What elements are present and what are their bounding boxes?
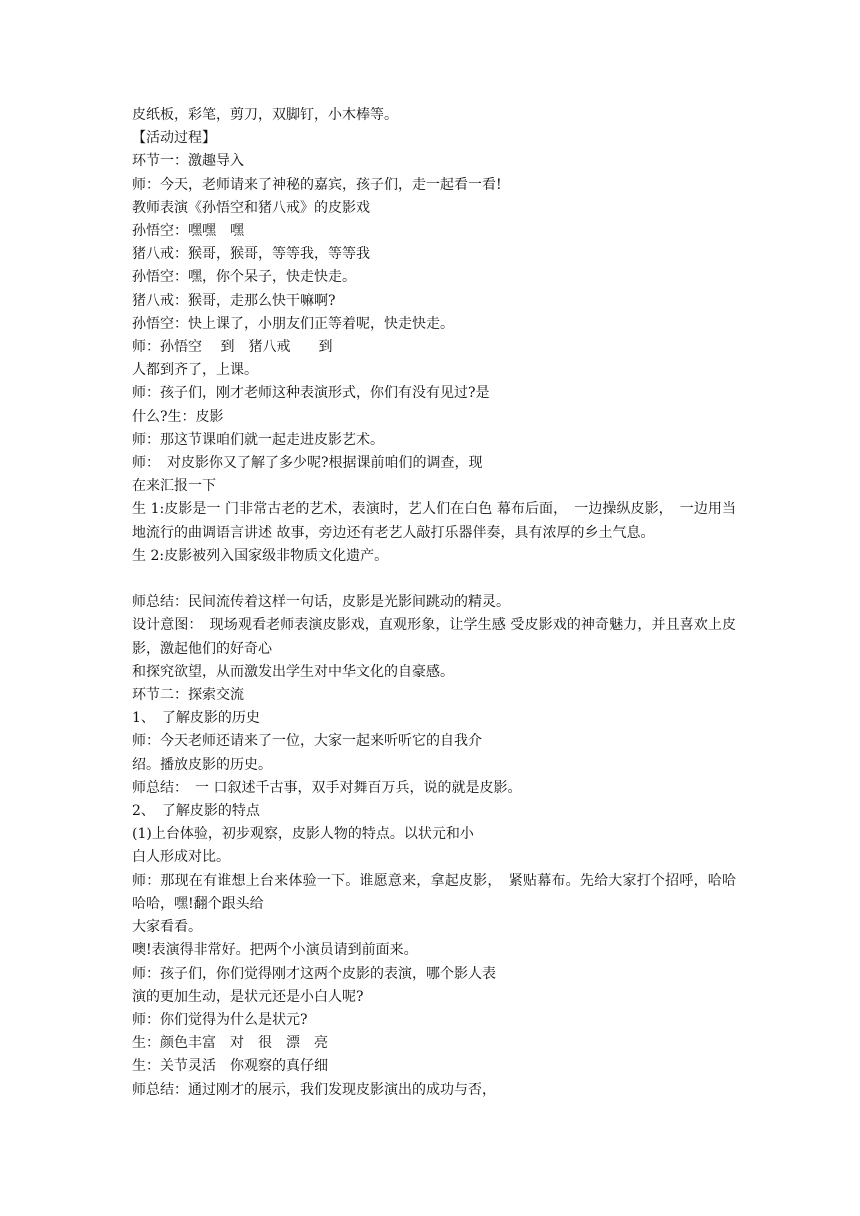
section-heading: 环节一：激趣导入	[132, 153, 244, 170]
text-line: 大家看看。	[132, 919, 202, 936]
text-line: 师：今天，老师请来了神秘的嘉宾，孩子们，走一起看一看!	[132, 176, 502, 193]
document-body	[132, 104, 736, 1102]
text-line: 孙悟空：嘿嘿 嘿	[132, 223, 244, 240]
text-line: 师： 对皮影你又了解了多少呢?根据课前咱们的调查，现	[132, 455, 483, 472]
text-line: 师：孩子们，刚才老师这种表演形式，你们有没有见过?是	[132, 385, 490, 402]
text-line: 师：那这节课咱们就一起走进皮影艺术。	[132, 431, 384, 448]
text-line: 师：孩子们，你们觉得刚才这两个皮影的表演，哪个影人表	[132, 965, 496, 982]
text-line: 师：你们觉得为什么是状元?	[132, 1011, 308, 1028]
text-line: 在来汇报一下	[132, 478, 216, 495]
text-line: 师：今天老师还请来了一位，大家一起来听听它的自我介	[132, 733, 482, 750]
text-line: 噢!表演得非常好。把两个小演员请到前面来。	[132, 942, 418, 959]
blank-line	[132, 568, 736, 591]
text-line: 师总结：民间流传着这样一句话，皮影是光影间跳动的精灵。	[132, 594, 510, 611]
text-line: (1)上台体验，初步观察，皮影人物的特点。以状元和小	[132, 826, 474, 843]
text-line: 和探究欲望，从而激发出学生对中华文化的自豪感。	[132, 663, 454, 680]
text-line: 皮纸板，彩笔，剪刀，双脚钉，小木棒等。	[132, 107, 398, 123]
text-line: 绍。播放皮影的历史。	[132, 756, 272, 773]
section-heading: 环节二：探索交流	[132, 687, 244, 704]
subsection-heading: 1、 了解皮影的历史	[132, 710, 260, 727]
text-line: 猪八戒：猴哥，猴哥，等等我，等等我	[132, 246, 370, 263]
text-line: 孙悟空：嘿，你个呆子，快走快走。	[132, 269, 356, 286]
text-line: 生：关节灵活 你观察的真仔细	[132, 1058, 328, 1075]
text-line: 教师表演《孙悟空和猪八戒》的皮影戏	[132, 199, 370, 216]
section-heading: 【活动过程】	[132, 130, 216, 147]
text-paragraph: 师：那现在有谁想上台来体验一下。谁愿意来，拿起皮影， 紧贴幕布。先给大家打个招呼，哈哈哈哈，嘿!翻个跟头给	[132, 872, 736, 912]
text-paragraph: 设计意图： 现场观看老师表演皮影戏，直观形象，让学生感 受皮影戏的神奇魅力，并且喜欢上皮影，激起他们的好奇心	[132, 617, 736, 657]
text-line: 师总结：通过刚才的展示，我们发现皮影演出的成功与否，	[132, 1081, 496, 1098]
text-line: 猪八戒：猴哥，走那么快干嘛啊?	[132, 292, 336, 309]
text-line: 师总结： 一 口叙述千古事，双手对舞百万兵，说的就是皮影。	[132, 779, 522, 796]
text-line: 孙悟空：快上课了，小朋友们正等着呢，快走快走。	[132, 315, 454, 332]
text-paragraph: 生 1:皮影是一 门非常古老的艺术，表演时，艺人们在白色 幕布后面， 一边操纵皮影， 一边用当地流行的曲调语言讲述 故事，旁边还有老艺人敲打乐器伴奏，具有浓厚的乡土气息。	[132, 501, 736, 541]
text-line: 人都到齐了，上课。	[132, 362, 258, 379]
text-line: 生 2:皮影被列入国家级非物质文化遗产。	[132, 547, 389, 564]
text-line: 师：孙悟空 到 猪八戒 到	[132, 339, 333, 356]
text-line: 演的更加生动，是状元还是小白人呢?	[132, 988, 364, 1005]
text-line: 白人形成对比。	[132, 849, 230, 866]
text-line: 生：颜色丰富 对 很 漂 亮	[132, 1035, 328, 1052]
text-line: 什么?生：皮影	[132, 408, 224, 425]
subsection-heading: 2、 了解皮影的特点	[132, 803, 260, 820]
